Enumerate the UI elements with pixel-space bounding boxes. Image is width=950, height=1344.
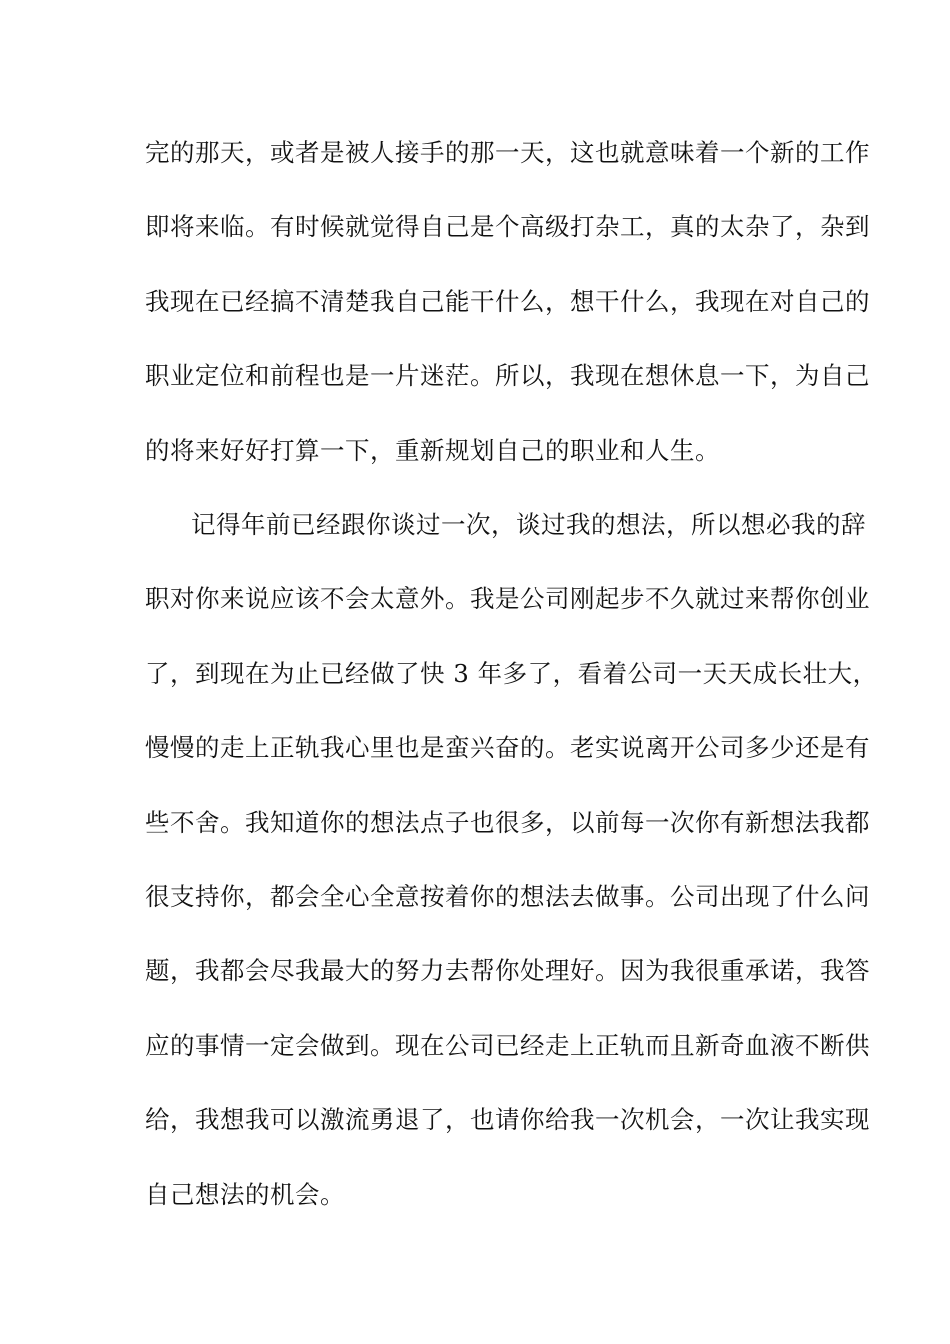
paragraph-line: 职对你来说应该不会太意外。我是公司刚起步不久就过来帮你创业 xyxy=(145,584,870,614)
paragraph-line: 职业定位和前程也是一片迷茫。所以，我现在想休息一下，为自己 xyxy=(145,361,870,391)
paragraph-line: 慢慢的走上正轨我心里也是蛮兴奋的。老实说离开公司多少还是有 xyxy=(145,733,870,763)
paragraph-line: 题，我都会尽我最大的努力去帮你处理好。因为我很重承诺，我答 xyxy=(145,956,870,986)
paragraph-line: 记得年前已经跟你谈过一次，谈过我的想法，所以想必我的辞 xyxy=(191,510,866,539)
paragraph-2 xyxy=(145,500,878,1244)
paragraph-line: 完的那天，或者是被人接手的那一天，这也就意味着一个新的工作 xyxy=(145,138,870,167)
paragraph-line: 即将来临。有时候就觉得自己是个高级打杂工，真的太杂了，杂到 xyxy=(145,212,870,242)
paragraph-1 xyxy=(145,128,870,500)
paragraph-line: 了，到现在为止已经做了快 3 年多了，看着公司一天天成长壮大， xyxy=(145,658,878,688)
paragraph-line: 自己想法的机会。 xyxy=(145,1179,345,1209)
paragraph-line: 给，我想我可以激流勇退了，也请你给我一次机会，一次让我实现 xyxy=(145,1105,870,1135)
paragraph-line: 的将来好好打算一下，重新规划自己的职业和人生。 xyxy=(145,435,720,465)
paragraph-line: 我现在已经搞不清楚我自己能干什么，想干什么，我现在对自己的 xyxy=(145,286,870,316)
paragraph-line: 很支持你，都会全心全意按着你的想法去做事。公司出现了什么问 xyxy=(145,881,870,911)
paragraph-line: 应的事情一定会做到。现在公司已经走上正轨而且新奇血液不断供 xyxy=(145,1030,870,1060)
paragraph-line: 些不舍。我知道你的想法点子也很多，以前每一次你有新想法我都 xyxy=(145,807,870,837)
